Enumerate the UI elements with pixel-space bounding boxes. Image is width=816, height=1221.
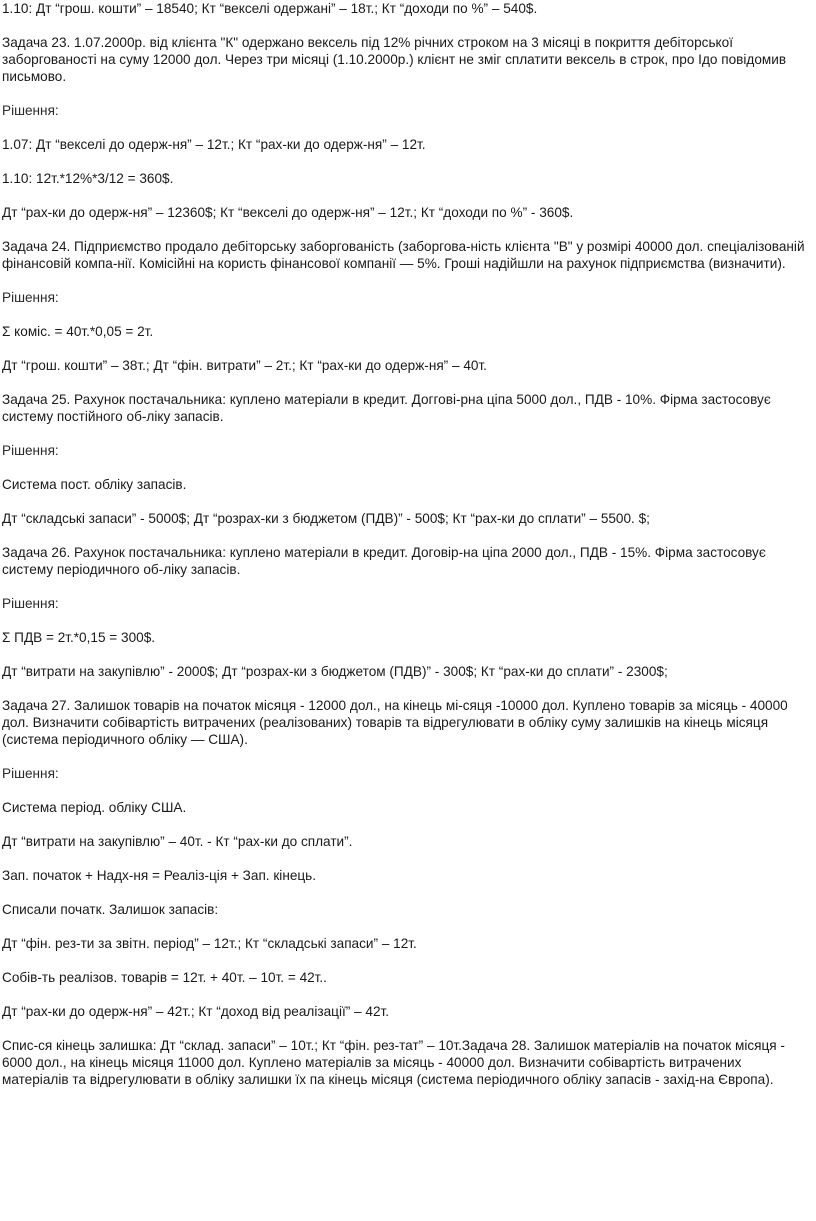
paragraph-gap bbox=[2, 272, 810, 289]
task-23-statement: Задача 23. 1.07.2000р. від клієнта "К" одержано вексель під 12% річних строком на 3 місяці в покриття дебіторської заборгованості на суму 12000 дол. Через три місяці (1.10.2000р.) клієнт не зміг сплатити вексель в строк, про Ідо повідомив письмово. bbox=[2, 35, 787, 84]
paragraph-gap bbox=[2, 425, 810, 442]
task-27-closing-and-task-28: Спис-ся кінець залишка: Дт “склад. запаси” – 10т.; Кт “фін. рез-тат” – 10т.Задача 28. Залишок матеріалів на початок місяця - 6000 дол., на кінець місяця 11000 дол. Куплено матеріалів за місяць - 40000 дол. Визначити собівартість витрачених матеріалів та відрегулювати в обліку залишки їх па кінець місяця (система періодичного обліку запасів - захід-на Європа). bbox=[2, 1038, 785, 1087]
paragraph-gap bbox=[2, 119, 810, 136]
paragraph-gap bbox=[2, 221, 810, 238]
paragraph-gap bbox=[2, 680, 810, 697]
paragraph-gap bbox=[2, 493, 810, 510]
paragraph-gap bbox=[2, 1020, 810, 1037]
task-23-entry-1-07: 1.07: Дт “векселі до одерж-ня” – 12т.; Кт “рах-ки до одерж-ня” – 12т. bbox=[2, 137, 426, 152]
task-23-interest-calc: 1.10: 12т.*12%*3/12 = 360$. bbox=[2, 171, 174, 186]
paragraph-gap bbox=[2, 527, 810, 544]
task-26-entry: Дт “витрати на закупівлю” - 2000$; Дт “розрах-ки з бюджетом (ПДВ)” - 300$; Кт “рах-ки до сплати” - 2300$; bbox=[2, 664, 668, 679]
paragraph-gap bbox=[2, 306, 810, 323]
task-27-system-note: Система період. обліку США. bbox=[2, 800, 187, 815]
task-26-statement: Задача 26. Рахунок постачальника: куплено матеріали в кредит. Договір-на ціпа 2000 дол., ПДВ - 15%. Фірма застосовує систему періодичного об-ліку запасів. bbox=[2, 545, 766, 577]
paragraph-gap bbox=[2, 986, 810, 1003]
task-25-statement: Задача 25. Рахунок постачальника: куплено матеріали в кредит. Доггові-рна ціпа 5000 дол., ПДВ - 10%. Фірма застосовує систему постійного об-ліку запасів. bbox=[2, 392, 771, 424]
paragraph-gap bbox=[2, 646, 810, 663]
task-25-entry: Дт “складські запаси” - 5000$; Дт “розрах-ки з бюджетом (ПДВ)” - 500$; Кт “рах-ки до сплати” – 5500. $; bbox=[2, 511, 650, 526]
paragraph-gap bbox=[2, 612, 810, 629]
task-24-statement: Задача 24. Підприємство продало дебіторську заборгованість (заборгова-ність клієнта "В" у розмірі 40000 дол. спеціалізованій фінансовій компа-нії. Комісійні на користь фінансової компанії — 5%. Гроші надійшли на рахунок підприємства (визначити). bbox=[2, 239, 805, 271]
task-25-system-note: Система пост. обліку запасів. bbox=[2, 477, 187, 492]
task-27-entry-purchase: Дт “витрати на закупівлю” – 40т. - Кт “рах-ки до сплати”. bbox=[2, 834, 353, 849]
paragraph-gap bbox=[2, 578, 810, 595]
task-25-solution-heading: Рішення: bbox=[2, 443, 59, 458]
document-body bbox=[2, 0, 810, 1088]
paragraph-gap bbox=[2, 952, 810, 969]
paragraph-gap bbox=[2, 17, 810, 34]
entry-1-10-receivable: 1.10: Дт “грош. кошти” – 18540; Кт “векселі одержані” – 18т.; Кт “доходи по %” – 540$. bbox=[2, 1, 538, 16]
task-27-solution-heading: Рішення: bbox=[2, 766, 59, 781]
task-27-cogs-calc: Собів-ть реалізов. товарів = 12т. + 40т. – 10т. = 42т.. bbox=[2, 970, 327, 985]
task-27-inventory-formula: Зап. початок + Надх-ня = Реаліз-ція + Зап. кінець. bbox=[2, 868, 317, 883]
task-27-entry-revenue: Дт “рах-ки до одерж-ня” – 42т.; Кт “доход від реалізації” – 42т. bbox=[2, 1004, 389, 1019]
paragraph-gap bbox=[2, 918, 810, 935]
paragraph-gap bbox=[2, 748, 810, 765]
paragraph-gap bbox=[2, 340, 810, 357]
paragraph-gap bbox=[2, 459, 810, 476]
task-24-commission-calc: Σ коміс. = 40т.*0,05 = 2т. bbox=[2, 324, 154, 339]
task-27-statement: Задача 27. Залишок товарів на початок місяця - 12000 дол., на кінець мі-сяця -10000 дол. Куплено товарів за місяць - 40000 дол. Визначити собівартість витрачених (реалізованих) товарів та відрегулювати в обліку суму залишків на кінець місяця (система періодичного обліку — США). bbox=[2, 698, 788, 747]
paragraph-gap bbox=[2, 884, 810, 901]
paragraph-gap bbox=[2, 85, 810, 102]
task-26-vat-calc: Σ ПДВ = 2т.*0,15 = 300$. bbox=[2, 630, 156, 645]
task-24-solution-heading: Рішення: bbox=[2, 290, 59, 305]
paragraph-gap bbox=[2, 850, 810, 867]
task-26-solution-heading: Рішення: bbox=[2, 596, 59, 611]
paragraph-gap bbox=[2, 782, 810, 799]
paragraph-gap bbox=[2, 187, 810, 204]
task-23-entry-1-10: Дт “рах-ки до одерж-ня” – 12360$; Кт “векселі до одерж-ня” – 12т.; Кт “доходи по %” - 360$. bbox=[2, 205, 574, 220]
task-27-opening-writeoff: Списали початк. Залишок запасів: bbox=[2, 902, 219, 917]
paragraph-gap bbox=[2, 816, 810, 833]
paragraph-gap bbox=[2, 374, 810, 391]
task-24-entry: Дт “грош. кошти” – 38т.; Дт “фін. витрати” – 2т.; Кт “рах-ки до одерж-ня” – 40т. bbox=[2, 358, 487, 373]
task-23-solution-heading: Рішення: bbox=[2, 103, 59, 118]
paragraph-gap bbox=[2, 153, 810, 170]
task-27-entry-opening: Дт “фін. рез-ти за звітн. період” – 12т.; Кт “складські запаси” – 12т. bbox=[2, 936, 417, 951]
